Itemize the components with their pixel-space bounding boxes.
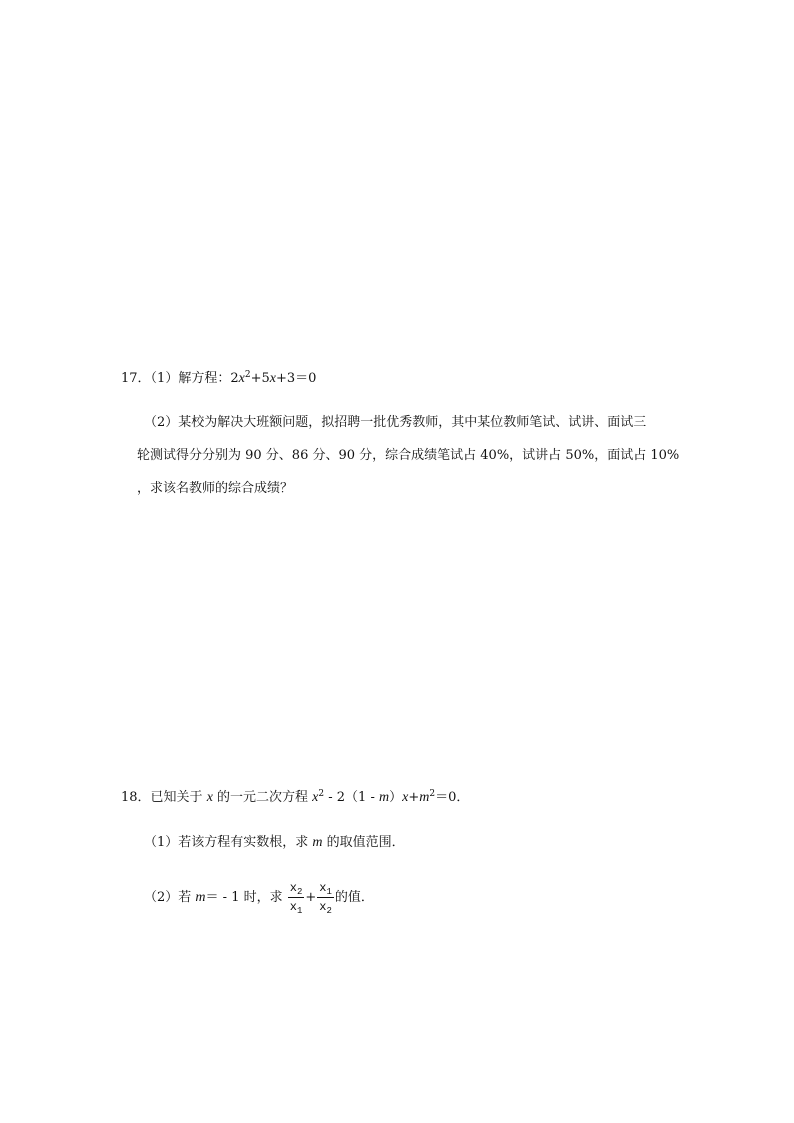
part-text: （2）若 [144,890,196,905]
part-text: 的值． [334,890,374,905]
fraction-x2-over-x1 [288,879,305,916]
question-18-part-1 [144,833,405,853]
fraction-numerator [317,879,334,898]
question-18-part-2 [144,878,374,918]
equation-coefficient: 2 [230,371,239,386]
fraction-x1-over-x2 [317,879,334,916]
question-number: 18． [121,790,151,805]
subscript: 1 [326,887,332,897]
equation-rest: +3＝0 [275,371,317,386]
part-text: 的取值范围． [322,835,405,850]
part-text: ＝ - 1 时，求 [205,890,283,905]
variable-m: m [312,835,323,850]
question-number: 17． [121,371,151,386]
fraction-denominator [288,898,305,916]
question-17-part-2-line-1: （2）某校为解决大班额问题，拟招聘一批优秀教师，其中某位教师笔试、试讲、面试三 [144,415,647,430]
variable-x: x [206,790,213,805]
exponent: 2 [244,370,251,380]
variable-x: x [269,371,276,386]
subscript: 2 [326,906,332,916]
equation-part: ） [389,790,403,805]
plus-sign: + [408,790,420,805]
variable-x: x [402,790,409,805]
plus-sign: + [305,890,317,905]
exponent: 2 [429,789,436,799]
part-text: （1）若该方程有实数根，求 [144,835,313,850]
variable-x: x [238,371,245,386]
fraction-denominator [317,898,334,916]
stem-text: 已知关于 [150,790,207,805]
question-17-part-2-line-3: ，求该名教师的综合成绩？ [137,481,294,496]
fraction-numerator [288,879,305,898]
variable-m: m [378,790,390,805]
exponent: 2 [318,789,325,799]
equation-term: +5 [250,371,270,386]
variable-m: m [195,890,206,905]
question-17-part-1 [121,369,316,389]
variable-m: m [419,790,430,805]
variable-x: x [289,900,297,914]
subscript: 1 [296,906,303,916]
variable-x: x [319,881,327,895]
variable-x: x [319,900,327,914]
variable-x: x [289,881,297,895]
equation-end: ＝0． [435,790,470,805]
question-17-part-2-line-2: 轮测试得分分别为 90 分、86 分、90 分，综合成绩笔试占 40%，试讲占 50%，面试占 10% [137,448,680,463]
question-18-stem [121,788,469,808]
variable-x: x [312,790,319,805]
part-label: （1）解方程： [150,371,231,386]
subscript: 2 [296,887,303,897]
stem-text: 的一元二次方程 [212,790,313,805]
equation-part: - 2（1 - [324,790,379,805]
